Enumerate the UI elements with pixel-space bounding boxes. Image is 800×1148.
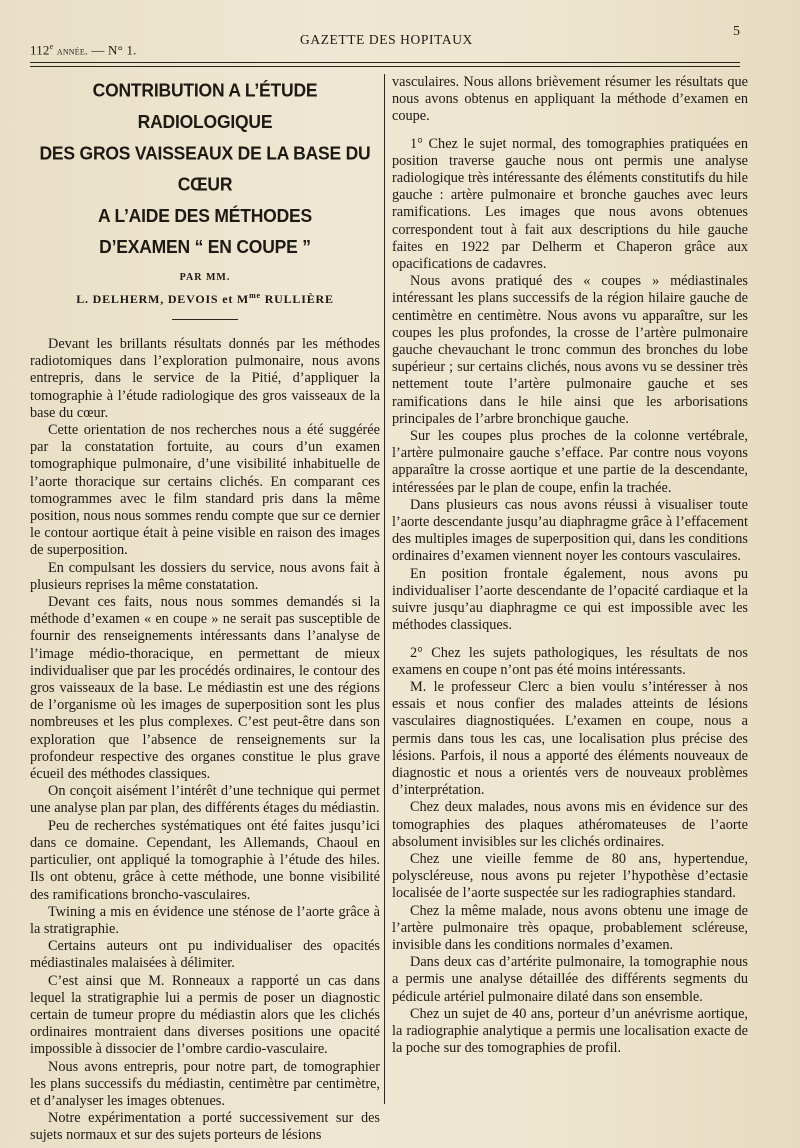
paragraph: Twining a mis en évidence une sténose de l’aorte grâce à la stratigraphie. [30, 903, 380, 937]
paragraph: Certains auteurs ont pu individualiser des opacités médiastinales malaisées à délimiter. [30, 938, 380, 972]
paragraph: Dans plusieurs cas nous avons réussi à visualiser toute l’aorte descendante jusqu’au diaphragme grâce à l’effacement des multiples images de superposition qui, dans les conditions ordinaires d’examen viennent noyer les contours vasculaires. [392, 496, 748, 565]
paragraph: Dans deux cas d’artérite pulmonaire, la tomographie nous a permis une analyse détaillée des différents segments du pédicule artériel pulmonaire dilaté dans son ensemble. [392, 954, 748, 1005]
paragraph: On conçoit aisément l’intérêt d’une technique qui permet une analyse plan par plan, des différents étages du médiastin. [30, 783, 380, 817]
title-line: DES GROS VAISSEAUX DE LA BASE DU CŒUR [39, 142, 371, 195]
paragraph: Devant les brillants résultats donnés par les méthodes radiotomiques dans l’exploration pulmonaire, nous avons entrepris, dans le service de la Pitié, d’appliquer la tomographie à l’étude radiologique des gros vaisseaux de la base du cœur. [30, 336, 380, 421]
paragraph: Sur les coupes plus proches de la colonne vertébrale, l’artère pulmonaire gauche s’efface. Par contre nous voyons apparaître la crosse aortique et une partie de la descendante, intéressées par le plan de coupe, enfin la trachée. [392, 428, 748, 496]
paragraph: Nous avons entrepris, pour notre part, de tomographier les plans successifs du médiastin, centimètre par centimètre, et d’analyser les images obtenues. [30, 1058, 380, 1109]
paragraph: Chez deux malades, nous avons mis en évidence sur des tomographies des plaques athéromateuses de l’aorte absolument invisibles sur les clichés ordinaires. [392, 799, 748, 850]
paragraph: C’est ainsi que M. Ronneaux a rapporté un cas dans lequel la stratigraphie lui a permis de poser un diagnostic certain de tumeur propre du médiastin alors que les clichés ordinaires montraient dans diverses positions une opacité impossible à dissocier de l’ombre cardio-vasculaire. [30, 972, 380, 1058]
volume-word: année. [56, 45, 88, 58]
paragraph: Devant ces faits, nous nous sommes demandés si la méthode d’examen « en coupe » ne serait pas susceptible de fournir des renseignements intéressants dans l’analyse de l’image médio-thoracique, en permettant de mieux individualiser que par les procédés ordinaires, le contour des gros vaisseaux de la base. Le médiastin est une des régions de l’organisme où les images de superposition sont les plus nombreuses et les plus complexes. C’est peut-être dans son exploration que l’absence de renseignements sur la profondeur respective des organes constitue le plus grave écueil des méthodes classiques. [30, 594, 380, 783]
volume-sup: e [49, 42, 54, 51]
paragraph: En position frontale également, nous avons pu individualiser l’aorte descendante de l’opacité cardiaque et la suivre jusqu’au diaphragme ce qui est impossible avec les méthodes classiques. [392, 565, 748, 634]
left-column [30, 76, 380, 1145]
authors-sup: me [249, 291, 261, 300]
journal-name: GAZETTE DES HOPITAUX [300, 32, 473, 47]
volume-issue [30, 42, 137, 58]
paragraph: Chez la même malade, nous avons obtenu une image de l’artère pulmonaire très opaque, probablement scléreuse, invisible dans les conditions normales d’examen. [392, 902, 748, 953]
paragraph: Nous avons pratiqué des « coupes » médiastinales intéressant les plans successifs de la région hilaire gauche de centimètre en centimètre. Nous avons vu apparaître, sur les coupes les plus profondes, la crosse de l’artère pulmonaire gauche chevauchant le tronc commun des bronches du lobe supérieur ; sur certains clichés, nous avons vu se dessiner très nettement toute l’artère pulmonaire gauche et ses ramifications dans le hile ainsi que les arborisations principales de l’arbre bronchique gauche. [392, 273, 748, 427]
authors-last: RULLIÈRE [260, 292, 334, 306]
paragraph: vasculaires. Nous allons brièvement résumer les résultats que nous avons obtenus en appliquant la méthode d’examen en coupe. [392, 74, 748, 125]
paragraph: Chez une vieille femme de 80 ans, hypertendue, polyscléreuse, nous avons pu rejeter l’hypothèse d’ectasie localisée de l’aorte suspectée sur les radiographies standard. [392, 850, 748, 902]
article-title [30, 75, 380, 263]
title-line: D’EXAMEN “ EN COUPE ” [99, 235, 311, 258]
paragraph: 1° Chez le sujet normal, des tomographies pratiquées en position traverse gauche nous ont permis une analyse radiologique très intéressante des éléments constitutifs du hile gauche : artère pulmonaire et bronche gauches avec leurs ramifications. Les images que nous avons obtenues correspondent tout à fait aux descriptions du hile gauche faites en 1922 par Delherm et Chaperon grâce aux opacifications de cadavres. [392, 135, 748, 273]
title-rule [172, 319, 238, 320]
paragraph: Notre expérimentation a porté successivement sur des sujets normaux et sur des sujets porteurs de lésions [30, 1110, 380, 1144]
paragraph: Peu de recherches systématiques ont été faites jusqu’ici dans ce domaine. Cependant, les Allemands, Chaoul en particulier, ont appliqué la tomographie à l’étude des hiles. Ils ont obtenu, grâce à cette méthode, une bonne visibilité des ramifications broncho-vasculaires. [30, 817, 380, 903]
paragraph: Cette orientation de nos recherches nous a été suggérée par la constatation fortuite, au cours d’un examen tomographique pulmonaire, d’une visibilité inhabituelle de l’aorte thoracique sur certains clichés. En comparant ces tomogrammes avec le film standard pris dans la même position, nous nous sommes rendu compte que sur ce dernier le contour aortique était à peine visible en raison des images de superposition. [30, 422, 380, 559]
title-line: A L’AIDE DES MÉTHODES [98, 204, 312, 227]
paragraph: 2° Chez les sujets pathologiques, les résultats de nos examens en coupe n’ont pas été moins intéressants. [392, 644, 748, 678]
column-divider [384, 74, 385, 1104]
paragraph: Chez un sujet de 40 ans, porteur d’un anévrisme aortique, la radiographie analytique a permis une localisation exacte de la poche sur des tomographies de profil. [392, 1005, 748, 1057]
authors [30, 291, 380, 307]
par-mm: PAR MM. [179, 272, 231, 283]
volume-number: 112 [30, 42, 50, 58]
right-column [392, 60, 748, 1057]
paragraph: M. le professeur Clerc a bien voulu s’intéresser à nos essais et nous confier des malades atteints de lésions vasculaires diagnostiquées. L’examen en coupe, nous a permis dans tous les cas, une localisation plus précise des lésions. Parfois, il nous a apporté des éléments nouveaux de diagnostic et nous a orientés vers de nouveaux problèmes d’interprétation. [392, 678, 748, 799]
title-line: CONTRIBUTION A L’ÉTUDE RADIOLOGIQUE [92, 79, 318, 133]
page-number: 5 [733, 24, 740, 39]
paragraph: En compulsant les dossiers du service, nous avons fait à plusieurs reprises la même constatation. [30, 559, 380, 593]
authors-names: L. DELHERM, DEVOIS et M [76, 292, 250, 306]
issue-number: — N° 1. [91, 42, 137, 58]
running-header [30, 24, 740, 64]
